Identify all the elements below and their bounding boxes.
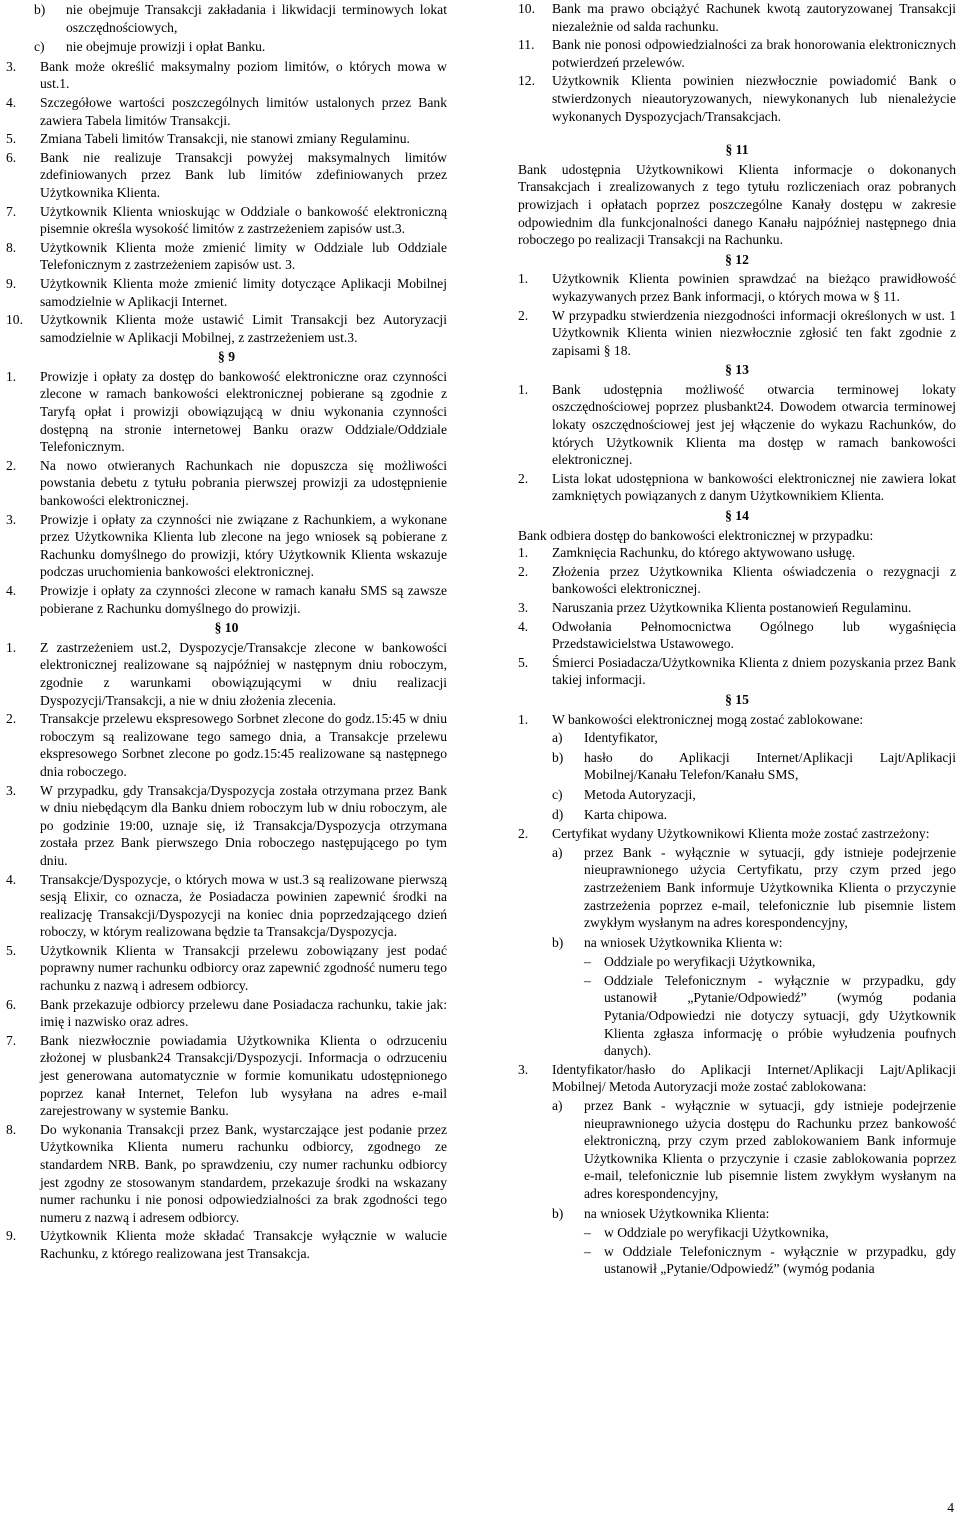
subitem-a: a) Identyfikator, (552, 730, 658, 746)
section-9-items (6, 368, 447, 617)
list-item: 5. Zmiana Tabeli limitów Transakcji, nie stanowi zmiany Regulaminu. (6, 131, 410, 147)
section-heading-13: § 13 (725, 362, 749, 378)
list-item: 1. W bankowości elektronicznej mogą zostać zablokowane: (518, 711, 864, 727)
list-item: 9. Użytkownik Klienta może zmienić limity dotyczące Aplikacji Mobilnej samodzielnie w Aplikacji Internet. (6, 275, 447, 309)
dash-item: – w Oddziale Telefonicznym - wyłącznie w przypadku, gdy ustanowił „Pytanie/Odpowiedź” (wymóg podania (584, 1243, 956, 1277)
section-14-intro: Bank odbiera dostęp do bankowości elektronicznej w przypadku: (518, 527, 874, 543)
list-item: 10. Bank ma prawo obciążyć Rachunek kwotą zautoryzowanej Transakcji niezależnie od salda rachunku. (518, 1, 956, 34)
top-subitems (34, 1, 447, 56)
item-15-2-subitems (552, 844, 956, 1060)
subitem-b: b) na wniosek Użytkownika Klienta w: (552, 934, 783, 950)
list-item: 1. Z zastrzeżeniem ust.2, Dyspozycje/Transakcje zlecone w bankowości elektronicznej realizowane są najpóźniej w następnym dniu roboczym, zgodnie z warunkami obowiązującymi w dniu realizacji Dyspozycji/Transakcji, a nie w dniu złożenia zlecenia. (6, 639, 447, 708)
dash-item: – w Oddziale po weryfikacji Użytkownika, (584, 1225, 829, 1241)
item-15-3-dashes (584, 1224, 956, 1278)
list-item: 2. Złożenia przez Użytkownika Klienta oświadczenia o rezygnacji z bankowości elektronicznej. (518, 563, 956, 597)
list-item: 7. Bank niezwłocznie powiadamia Użytkownika Klienta o odrzuceniu złożonej w plusbank24 Transakcji/Dyspozycji. Informacja o odrzuceniu jest generowana automatycznie w formie komunikatu udostępnionego poprzez kanał Internet, Telefon lub wysyłana na adres e-mail zarejestrowany w systemie Banku. (6, 1032, 447, 1119)
subitem-b: b) na wniosek Użytkownika Klienta: (552, 1205, 770, 1221)
list-item: 2. Na nowo otwieranych Rachunkach nie dopuszcza się możliwości powstania debetu z tytułu pobrania pierwszej prowizji za udostępnienie bankowości elektronicznej. (6, 457, 447, 509)
list-item: 3. Naruszania przez Użytkownika Klienta postanowień Regulaminu. (518, 600, 912, 615)
section-heading-12: § 12 (725, 251, 749, 267)
section-heading-14: § 14 (725, 508, 749, 524)
list-item: 10. Użytkownik Klienta może ustawić Limit Transakcji bez Autoryzacji samodzielnie w Aplikacji Mobilnej, z zastrzeżeniem ust.3. (6, 312, 447, 345)
subitem-a: a) przez Bank - wyłącznie w sytuacji, gdy istnieje podejrzenie nieuprawnionego użycia dostępu do Rachunku przez bankowość elektroniczną, przy czym przed zablokowaniem Bank informuje Użytkownika Klienta o przyczynie i czasie zablokowania poprzez e-mail, telefonicznie lub pisemnie listem zwykłym wysłanym na adres korespondencyjny, (552, 1098, 956, 1201)
list-item: 5. Śmierci Posiadacza/Użytkownika Klienta z dniem pozyskania przez Bank takiej informacji. (518, 654, 956, 688)
section-11-paragraph: Bank udostępnia Użytkownikowi Klienta informacje o dokonanych Transakcjach i zrealizowanych z tego tytułu rozliczeniach oraz pobranych prowizjach i opłatach poprzez poszczególne Kanały dostępu w zakresie odpowiednim dla funkcjonalności danego Kanału najpóźniej następnego dnia roboczego po realizacji Transakcji na Rachunku. (518, 161, 956, 248)
list-item: 4. Prowizje i opłaty za czynności zlecone w ramach kanału SMS są zawsze pobierane z Rachunku domyślnego do prowizji. (6, 583, 447, 616)
subitem-a: a) przez Bank - wyłącznie w sytuacji, gdy istnieje podejrzenie nieuprawnionego użycia Certyfikatu, przy czym przed jego zastrzeżeniem Bank informuje Użytkownika Klienta o przyczynie zastrzeżenia poprzez e-mail, telefonicznie lub pisemnie listem zwykłym wysłanym na adres korespondencyjny, (552, 844, 956, 931)
list-item: 8. Do wykonania Transakcji przez Bank, wystarczające jest podanie przez Użytkownika Klienta numeru rachunku odbiorcy, zgodnego ze standardem NRB. Bank, po sprawdzeniu, czy numer rachunku odbiorcy jest zgodny ze stosowanym standardem, przekazuje środki na wskazany numer rachunku i nie ponosi odpowiedzialności za brak zgodności tego numeru z nazwą i adresem odbiorcy. (6, 1121, 447, 1225)
list-item: 2. W przypadku stwierdzenia niezgodności informacji określonych w ust. 1 Użytkownik Klienta winien niezwłocznie zgłosić ten fakt zgodnie z zapisami § 18. (518, 307, 956, 358)
list-item: 3. Prowizje i opłaty za czynności nie związane z Rachunkiem, a wykonane przez Użytkownika Klienta lub zlecone na jego wniosek są pobierane z Rachunku domyślnego do prowizji, który Użytkownik Klienta wskazuje podczas uruchomienia bankowości elektronicznej. (6, 511, 447, 580)
subitem-d: d) Karta chipowa. (552, 806, 668, 822)
section-14-items (518, 544, 956, 689)
subitem-c: c) nie obejmuje prowizji i opłat Banku. (34, 39, 266, 55)
list-item: 5. Użytkownik Klienta w Transakcji przelewu zobowiązany jest podać poprawny numer rachunku odbiorcy oraz zapewnić zgodność numeru tego rachunku z nazwą i adresem odbiorcy. (6, 942, 447, 994)
subitem-b: b) nie obejmuje Transakcji zakładania i likwidacji terminowych lokat oszczędnościowych, (34, 2, 447, 35)
list-item: 3. Bank może określić maksymalny poziom limitów, o których mowa w ust.1. (6, 58, 447, 92)
list-item: 12. Użytkownik Klienta powinien niezwłocznie powiadomić Bank o stwierdzonych nieautoryzowanych, niewykonanych lub nienależycie wykonanych Dyspozycjach/Transakcjach. (518, 73, 956, 124)
list-item: 1. Zamknięcia Rachunku, do którego aktywowano usługę. (518, 545, 856, 561)
dash-item: – Oddziale po weryfikacji Użytkownika, (584, 954, 816, 970)
list-item: 4. Szczegółowe wartości poszczególnych limitów ustalonych przez Bank zawiera Tabela limitów Transakcji. (6, 94, 447, 128)
subitem-c: c) Metoda Autoryzacji, (552, 786, 696, 802)
page-number: 4 (947, 1500, 954, 1516)
section-heading-9: § 9 (218, 349, 235, 365)
list-item: 1. Prowizje i opłaty za dostęp do bankowość elektroniczne oraz czynności zlecone w ramach bankowości elektronicznej pobierane są zgodnie z Taryfą opłat i prowizji obowiązującą w dniu wykonania czynności dostępną na stronie internetowej Banku orazw Oddziale/Oddziale Telefonicznym. (6, 368, 447, 455)
list-item: 7. Użytkownik Klienta wnioskując w Oddziale o bankowość elektroniczną pisemnie określa wysokość limitów z zastrzeżeniem zapisów ust.3. (6, 203, 447, 237)
list-item: 6. Bank nie realizuje Transakcji powyżej maksymalnych limitów zdefiniowanych przez Bank lub limitów zdefiniowanych przez Użytkownika Klienta. (6, 149, 447, 200)
list-item: 8. Użytkownik Klienta może zmienić limity w Oddziale lub Oddziale Telefonicznym z zastrzeżeniem zapisów ust. 3. (6, 239, 447, 273)
item-15-2-dashes (584, 953, 956, 1060)
list-item: 1. Użytkownik Klienta powinien sprawdzać na bieżąco prawidłowość wykazywanych przez Bank informacji, o których mowa w § 11. (518, 271, 956, 304)
list-item: 2. Transakcje przelewu ekspresowego Sorbnet zlecone do godz.15:45 w dniu roboczym są realizowane tego samego dnia, a Transakcje przelewu ekspresowego Sorbnet zlecone po godz.15:45 realizowane są następnego dnia roboczego. (6, 711, 447, 779)
list-item: 4. Transakcje/Dyspozycje, o których mowa w ust.3 są realizowane pierwszą sesją Elixir, co oznacza, że Posiadacza powinien zapewnić środki na realizację Transakcji/Dyspozycji na koniec dnia poprzedzającego dzień roboczy, w którym realizowana będzie ta Transakcja/Dyspozycja. (6, 871, 447, 940)
section-12-items (518, 270, 956, 359)
section-13-items (518, 381, 956, 505)
item-15-1-subitems (552, 729, 956, 823)
section-10-items (6, 639, 447, 1263)
section-heading-10: § 10 (214, 620, 239, 636)
list-item: 2. Certyfikat wydany Użytkownikowi Klienta może zostać zastrzeżony: (518, 826, 930, 842)
list-item: 3. W przypadku, gdy Transakcja/Dyspozycja została otrzymana przez Bank w dniu niebędącym dla Banku dniem roboczym lub w dniu roboczym, ale po godzinie 19:00, uznaje się, iż Transakcja/Dyspozycja otrzymana została przez Bank pierwszego Dnia roboczego następującego po tym dniu. (6, 782, 447, 868)
list-item: 4. Odwołania Pełnomocnictwa Ogólnego lub wygaśnięcia Przedstawicielstwa Ustawowego. (518, 618, 956, 652)
left-column (0, 0, 451, 1264)
list-item: 3. Identyfikator/hasło do Aplikacji Internet/Aplikacji Lajt/Aplikacji Mobilnej/ Metoda Autoryzacji może zostać zablokowana: (518, 1061, 956, 1095)
list-item: 2. Lista lokat udostępniona w bankowości elektronicznej nie zawiera lokat zamkniętych powiązanych z danym Użytkownikiem Klienta. (518, 470, 956, 504)
section-8-items (6, 58, 447, 347)
list-item: 6. Bank przekazuje odbiorcy przelewu dane Posiadacza rachunku, takie jak: imię i nazwisko oraz adres. (6, 996, 447, 1030)
section-heading-15: § 15 (725, 691, 749, 707)
section-heading-11: § 11 (725, 142, 749, 158)
item-15-3-subitems (552, 1097, 956, 1278)
list-item: 9. Użytkownik Klienta może składać Transakcje wyłącznie w walucie Rachunku, z którego realizowana jest Transakcja. (6, 1228, 447, 1261)
list-item: 11. Bank nie ponosi odpowiedzialności za brak honorowania elektronicznych potwierdzeń przelewów. (518, 37, 956, 70)
section-15-items (518, 711, 956, 1278)
right-column (512, 0, 960, 1279)
dash-item: – Oddziale Telefonicznym - wyłącznie w przypadku, gdy ustanowił „Pytanie/Odpowiedź” (wymóg podania Pytania/Odpowiedzi nie dotyczy sytuacji, gdy Użytkownik Klienta zgłasza informację o próbie wyłudzenia poufnych danych). (584, 972, 956, 1059)
section-10-continued (518, 0, 956, 125)
subitem-b: b) hasło do Aplikacji Internet/Aplikacji Lajt/Aplikacji Mobilnej/Kanału Telefon/Kanału SMS, (552, 749, 956, 783)
list-item: 1. Bank udostępnia możliwość otwarcia terminowej lokaty oszczędnościowej poprzez plusbankt24. Dowodem otwarcia terminowej lokaty oszczędnościowej jest jej włączenie do wykazu Rachunków, do których Użytkownik Klienta ma dostęp w ramach bankowości elektronicznej. (518, 381, 956, 468)
